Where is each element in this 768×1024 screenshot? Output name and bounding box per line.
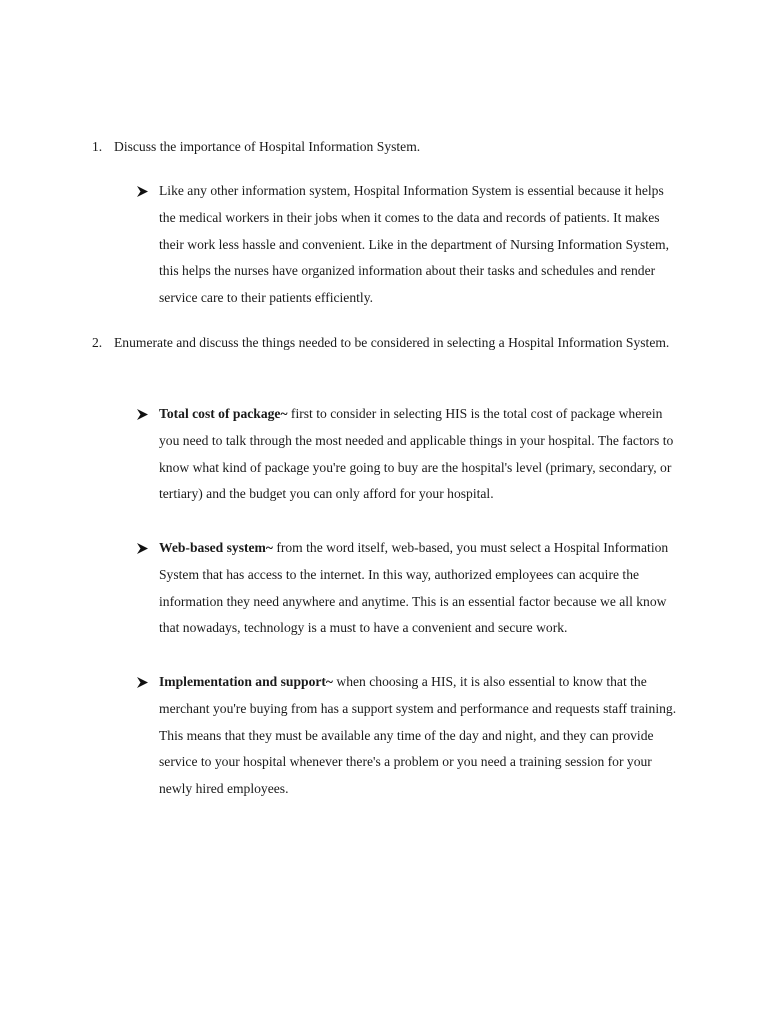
question-number: 2. [92,335,103,350]
bullet-term: Web-based system~ [159,540,273,555]
bullet-text: first to consider in selecting HIS is the total cost of package wherein you need to talk through the most needed and applicable things in your hospital. The factors to know what kind of package you're going to buy are the hospital's level (primary, secondary, or tertiary) and the budget you can only afford for your hospital. [159,406,674,502]
question-text: Discuss the importance of Hospital Information System. [114,139,421,154]
answer-1-bullet [137,178,682,312]
bullet-term: Implementation and support~ [159,674,333,689]
answer-2-bullet-implementation [137,669,682,803]
answer-2-bullet-total-cost [137,401,682,508]
question-1 [92,134,692,161]
arrowhead-bullet-icon [137,535,148,562]
bullet-text: Like any other information system, Hospital Information System is essential because it helps the medical workers in their jobs when it comes to the data and records of patients. It makes their work less hassle and convenient. Like in the department of Nursing Information System, this helps the nurses have organized information about their tasks and schedules and render service care to their patients efficiently. [159,183,670,306]
arrowhead-bullet-icon [137,178,148,205]
bullet-text: from the word itself, web-based, you must select a Hospital Information System that has access to the internet. In this way, authorized employees can acquire the information they need anywhere and anytime. This is an essential factor because we all know that nowadays, technology is a must to have a convenient and secure work. [159,540,669,636]
bullet-text: when choosing a HIS, it is also essential to know that the merchant you're buying from has a support system and performance and requests staff training. This means that they must be available any time of the day and night, and they can provide service to your hospital whenever there's a problem or you need a training session for your newly hired employees. [159,674,677,797]
bullet-term: Total cost of package~ [159,406,288,421]
question-2 [92,330,692,357]
arrowhead-bullet-icon [137,669,148,696]
answer-2-bullet-web-based [137,535,682,642]
question-number: 1. [92,139,103,154]
arrowhead-bullet-icon [137,401,148,428]
question-text: Enumerate and discuss the things needed to be considered in selecting a Hospital Information System. [114,335,670,350]
